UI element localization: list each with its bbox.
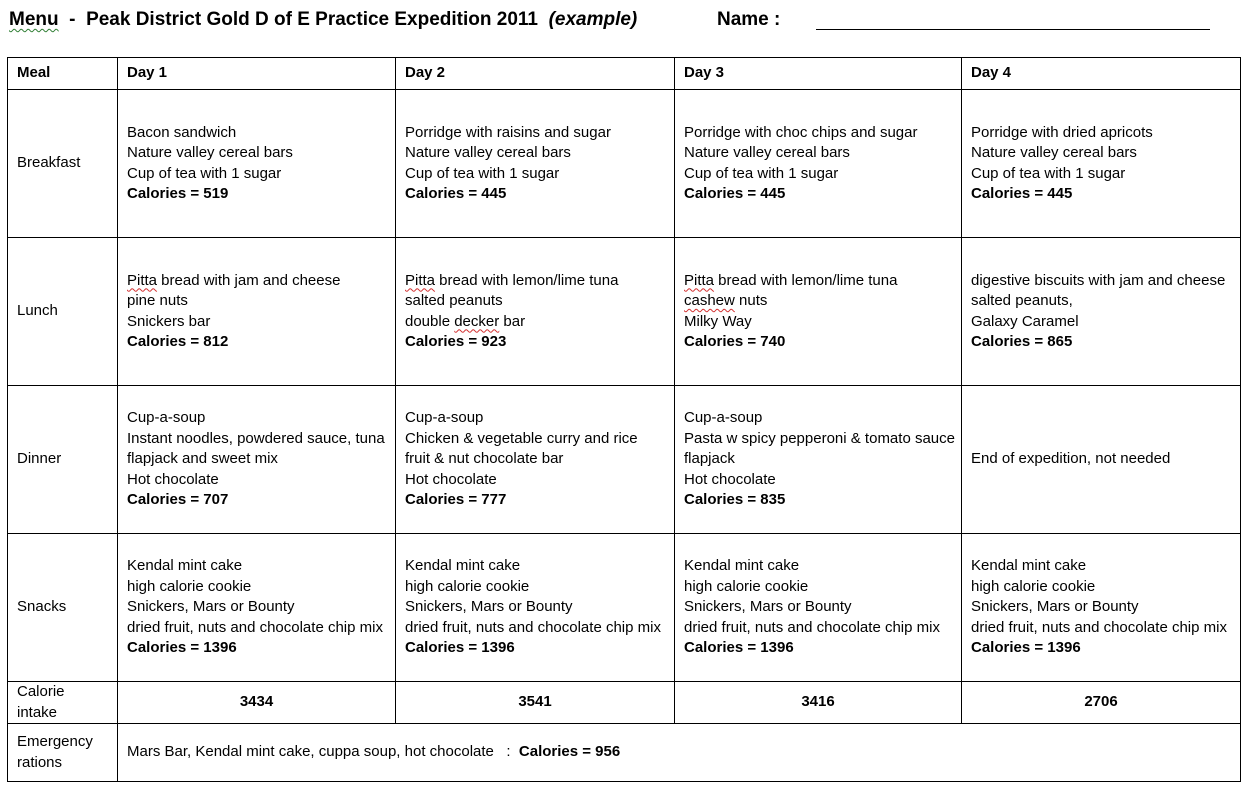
calorie-intake-day-2: 3541 [396, 682, 675, 724]
menu-line: Milky Way [684, 312, 752, 330]
row-label-dinner: Dinner [8, 386, 118, 534]
menu-line: Chicken & vegetable curry and rice [405, 429, 638, 447]
table-header-row [8, 58, 1241, 90]
row-label-breakfast: Breakfast [8, 90, 118, 238]
cell-dinner-day-2 [396, 386, 675, 534]
spellcheck-word: Pitta [684, 271, 715, 289]
cell-dinner-day-3 [675, 386, 962, 534]
menu-line: Nature valley cereal bars [971, 144, 1137, 161]
menu-line: flapjack [684, 450, 735, 468]
label-line: Calorie [17, 683, 65, 700]
emergency-rations-calories: Calories = 956 [518, 743, 621, 761]
title-menu-word: Menu [9, 9, 59, 30]
menu-line [684, 291, 961, 312]
menu-line [405, 312, 674, 333]
table-row-breakfast [8, 90, 1241, 238]
menu-line: Hot chocolate [405, 470, 497, 488]
menu-line: dried fruit, nuts and chocolate chip mix [127, 618, 383, 636]
menu-line: high calorie cookie [971, 577, 1096, 595]
cell-dinner-day-1 [118, 386, 396, 534]
calories-line: Calories = 445 [405, 185, 507, 202]
menu-line: End of expedition, not needed [971, 450, 1171, 468]
menu-line: Cup-a-soup [127, 409, 206, 427]
spellcheck-word: decker [454, 312, 500, 330]
calories-line: Calories = 519 [127, 185, 229, 202]
menu-line: high calorie cookie [405, 577, 530, 595]
row-label-snacks: Snacks [8, 534, 118, 682]
page-header [0, 0, 1247, 46]
menu-table [7, 57, 1241, 782]
cell-breakfast-day-1 [118, 90, 396, 238]
calories-line: Calories = 707 [127, 491, 229, 509]
menu-text: nuts [734, 292, 768, 309]
menu-line [127, 271, 395, 292]
menu-line: Kendal mint cake [127, 557, 243, 575]
emergency-rations-text: Mars Bar, Kendal mint cake, cuppa soup, hot chocolate : [127, 743, 519, 761]
title-separator: - [58, 9, 87, 30]
menu-line: Instant noodles, powdered sauce, tuna [127, 429, 385, 447]
menu-line: Kendal mint cake [684, 557, 800, 575]
cell-snacks-day-4 [962, 534, 1241, 682]
col-header-day-2: Day 2 [396, 58, 675, 90]
menu-line: Nature valley cereal bars [405, 144, 571, 161]
calories-line: Calories = 777 [405, 491, 507, 509]
calories-line: Calories = 923 [405, 333, 507, 350]
cell-lunch-day-1 [118, 238, 396, 386]
menu-text: bread with jam and cheese [157, 271, 341, 289]
menu-line: dried fruit, nuts and chocolate chip mix [684, 618, 940, 636]
menu-line: fruit & nut chocolate bar [405, 450, 564, 468]
calorie-intake-day-3: 3416 [675, 682, 962, 724]
menu-line: Snickers, Mars or Bounty [971, 598, 1139, 616]
title-example: (example) [548, 9, 638, 30]
menu-line: Bacon sandwich [127, 123, 237, 141]
col-header-meal: Meal [8, 58, 118, 90]
cell-snacks-day-2 [396, 534, 675, 682]
page-title [9, 9, 637, 31]
menu-line: Porridge with raisins and sugar [405, 123, 611, 141]
menu-line: Snickers, Mars or Bounty [684, 598, 852, 616]
row-label-lunch: Lunch [8, 238, 118, 386]
menu-line: Cup-a-soup [684, 409, 763, 427]
menu-line: Snickers bar [127, 312, 211, 330]
calories-line: Calories = 865 [971, 333, 1073, 350]
cell-lunch-day-4 [962, 238, 1241, 386]
calories-line: Calories = 835 [684, 491, 786, 509]
table-row-calorie-intake [8, 682, 1241, 724]
menu-line: Porridge with choc chips and sugar [684, 123, 918, 141]
label-line: Emergency [17, 733, 93, 750]
row-label-calorie-intake [8, 682, 118, 724]
menu-line: Nature valley cereal bars [127, 144, 293, 161]
table-row-lunch [8, 238, 1241, 386]
calories-line: Calories = 1396 [127, 639, 237, 657]
calories-line: Calories = 445 [684, 185, 786, 202]
cell-lunch-day-2 [396, 238, 675, 386]
cell-breakfast-day-2 [396, 90, 675, 238]
label-line: rations [17, 753, 63, 771]
menu-line: dried fruit, nuts and chocolate chip mix [405, 618, 661, 636]
menu-line: salted peanuts [405, 292, 503, 309]
name-blank-line [816, 29, 1210, 30]
emergency-rations-cell [118, 724, 1241, 782]
menu-line: Cup of tea with 1 sugar [127, 164, 282, 182]
calories-line: Calories = 445 [971, 185, 1073, 202]
menu-text: bread with lemon/lime tuna [435, 271, 619, 289]
calories-line: Calories = 1396 [684, 639, 794, 657]
menu-line: dried fruit, nuts and chocolate chip mix [971, 618, 1227, 636]
menu-line: Snickers, Mars or Bounty [127, 598, 295, 616]
menu-line: flapjack and sweet mix [127, 450, 278, 468]
cell-snacks-day-1 [118, 534, 396, 682]
menu-line: Kendal mint cake [971, 557, 1087, 575]
calorie-intake-day-4: 2706 [962, 682, 1241, 724]
cell-breakfast-day-3 [675, 90, 962, 238]
menu-line: Porridge with dried apricots [971, 123, 1153, 141]
menu-line: high calorie cookie [127, 577, 252, 595]
label-line: intake [17, 703, 58, 721]
calories-line: Calories = 1396 [971, 639, 1081, 657]
calories-line: Calories = 1396 [405, 639, 515, 657]
menu-line: Pasta w spicy pepperoni & tomato sauce [684, 429, 955, 447]
spellcheck-word: cashew [684, 292, 735, 309]
calories-line: Calories = 740 [684, 333, 786, 350]
menu-text: double [405, 312, 455, 330]
calories-line: Calories = 812 [127, 333, 229, 350]
menu-line: Snickers, Mars or Bounty [405, 598, 573, 616]
menu-line: digestive biscuits with jam and cheese [971, 271, 1226, 289]
col-header-day-4: Day 4 [962, 58, 1241, 90]
cell-breakfast-day-4 [962, 90, 1241, 238]
menu-line: Cup-a-soup [405, 409, 484, 427]
col-header-day-1: Day 1 [118, 58, 396, 90]
menu-line: Hot chocolate [127, 470, 219, 488]
title-main: Peak District Gold D of E Practice Expedition 2011 [86, 9, 549, 30]
menu-line: salted peanuts, [971, 292, 1073, 309]
menu-line: high calorie cookie [684, 577, 809, 595]
name-label: Name : [717, 9, 781, 30]
menu-text: bar [499, 312, 526, 330]
menu-line: Kendal mint cake [405, 557, 521, 575]
menu-line: Nature valley cereal bars [684, 144, 850, 161]
cell-snacks-day-3 [675, 534, 962, 682]
menu-line: pine nuts [127, 292, 188, 309]
calorie-intake-day-1: 3434 [118, 682, 396, 724]
menu-text: bread with lemon/lime tuna [714, 271, 898, 289]
menu-line: Cup of tea with 1 sugar [971, 164, 1126, 182]
table-row-dinner [8, 386, 1241, 534]
menu-line: Cup of tea with 1 sugar [684, 164, 839, 182]
row-label-emergency-rations [8, 724, 118, 782]
col-header-day-3: Day 3 [675, 58, 962, 90]
cell-lunch-day-3 [675, 238, 962, 386]
spellcheck-word: Pitta [405, 271, 436, 289]
cell-dinner-day-4 [962, 386, 1241, 534]
spellcheck-word: Pitta [127, 271, 158, 289]
menu-line [405, 271, 674, 292]
menu-line: Cup of tea with 1 sugar [405, 164, 560, 182]
menu-line: Hot chocolate [684, 470, 776, 488]
menu-line: Galaxy Caramel [971, 312, 1079, 330]
table-row-snacks [8, 534, 1241, 682]
menu-line [684, 271, 961, 292]
table-row-emergency-rations [8, 724, 1241, 782]
